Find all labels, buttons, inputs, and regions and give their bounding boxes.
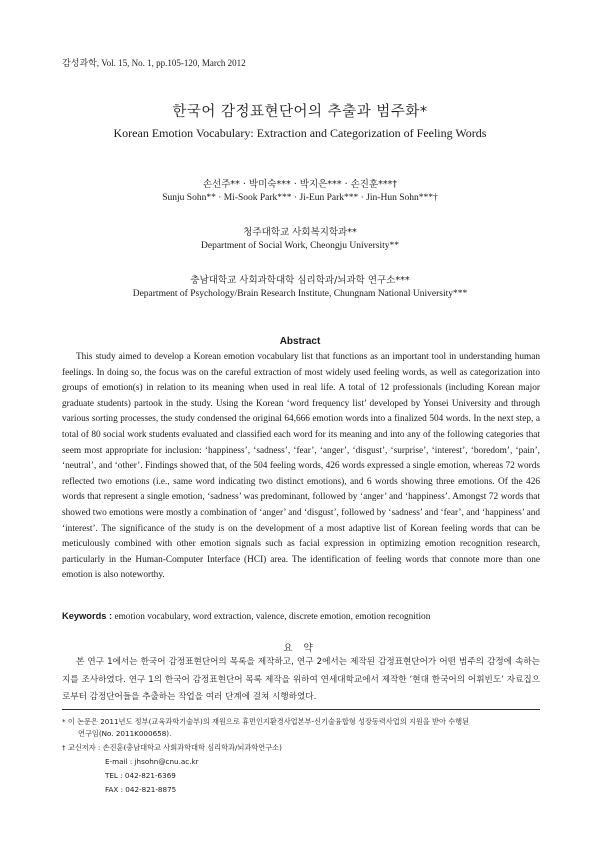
affiliation-1-english: Department of Social Work, Cheongju University** [201, 241, 399, 251]
journal-citation: 감성과학, Vol. 15, No. 1, pp.105-120, March 2012 [62, 58, 246, 68]
footnote-corresponding-author: † 교신저자 : 손진훈(충남대학교 사회과학대학 심리학과/뇌과학연구소) [62, 743, 282, 752]
title-english: Korean Emotion Vocabulary: Extraction and Categorization of Feeling Words [113, 126, 487, 140]
affiliation-1-korean: 청주대학교 사회복지학과** [243, 227, 357, 238]
footnote-tel: TEL : 042-821-6369 [105, 771, 176, 780]
korean-summary-body: 본 연구 1에서는 한국어 감정표현단어의 목록을 제작하고, 연구 2에서는 제작된 감정표현단어가 어떤 범주의 감정에 속하는지를 조사하였다. 연구 1의 한국어 감정표현단어 목록 제작을 위하여 연세대학교에서 제작한 ‘현대 한국어의 어휘빈도’ 자료집으로부터 감정단어들을 추출하는 작업을 여러 단계에 걸쳐 시행하였다. [62, 657, 540, 702]
affiliation-2-korean: 충남대학교 사회과학대학 심리학과/뇌과학 연구소*** [190, 275, 410, 286]
footnote-divider [62, 709, 540, 710]
abstract-body: This study aimed to develop a Korean emotion vocabulary list that functions as an important tool in understanding human feelings. In doing so, the focus was on the careful extraction of most widely used feeling words, as well as categorization into groups of emotion(s) in relation to its meaning when used in real life. A total of 12 professionals (including Korean major graduate students) partook in the study. Using the Korean ‘word frequency list’ developed by Yonsei University and through various sorting processes, the study condensed the original 64,666 emotion words into a finalized 504 words. In the next step, a total of 80 social work students evaluated and classified each word for its meaning and into any of the following categories that seem most appropriate for inclusion: ‘happiness’, ‘sadness’, ‘fear’, ‘anger’, ‘disgust’, ‘surprise’, ‘interest’, ‘boredom’, ‘pain’, ‘neutral’, and ‘other’. Findings showed that, of the 504 feeling words, 426 words expressed a single emotion, whereas 72 words reflected two emotions (i.e., same word indicating two distinct emotions), and 6 words showing three emotions. Of the 426 words that represent a single emotion, ‘sadness’ was predominant, followed by ‘anger’ and ‘happiness’. Amongst 72 words that showed two emotions were mostly a combination of ‘anger’ and ‘disgust’, followed by ‘sadness’ and ‘fear’, and ‘happiness’ and ‘interest’. The significance of the study is on the development of a most adaptive list of Korean feeling words that can be meticulously combined with other emotion signals such as facial expression in optimizing emotion recognition research, particularly in the Human-Computer Interface (HCI) area. The identification of feeling words that connote more than one emotion is also noteworthy. [62, 352, 540, 581]
footnote-funding-line2: 연구임(No. 2011K000658). [78, 729, 172, 738]
keywords-list: emotion vocabulary, word extraction, valence, discrete emotion, emotion recognition [114, 612, 431, 622]
affiliation-2-english: Department of Psychology/Brain Research Institute, Chungnam National University*** [132, 289, 468, 299]
authors-english: Sunju Sohn** · Mi-Sook Park*** · Ji-Eun Park*** · Jin-Hun Sohn***† [162, 193, 438, 203]
footnote-fax: FAX : 042-821-8875 [105, 785, 177, 794]
footnote-funding-line1: * 이 논문은 2011년도 정부(교육과학기술부)의 재원으로 휴먼인지환경사업본부-신기술융합형 성장동력사업의 지원을 받아 수행된 [62, 717, 470, 726]
title-korean: 한국어 감정표현단어의 추출과 범주화* [172, 104, 428, 120]
footnote-email: E-mail : jhsohn@cnu.ac.kr [105, 757, 199, 766]
abstract-heading: Abstract [279, 336, 321, 347]
keywords-label: Keywords : [62, 611, 113, 621]
authors-korean: 손선주** · 박미숙*** · 박지은*** · 손진훈***† [202, 179, 398, 190]
korean-summary-heading: 요 약 [283, 643, 317, 654]
keywords [62, 611, 542, 622]
